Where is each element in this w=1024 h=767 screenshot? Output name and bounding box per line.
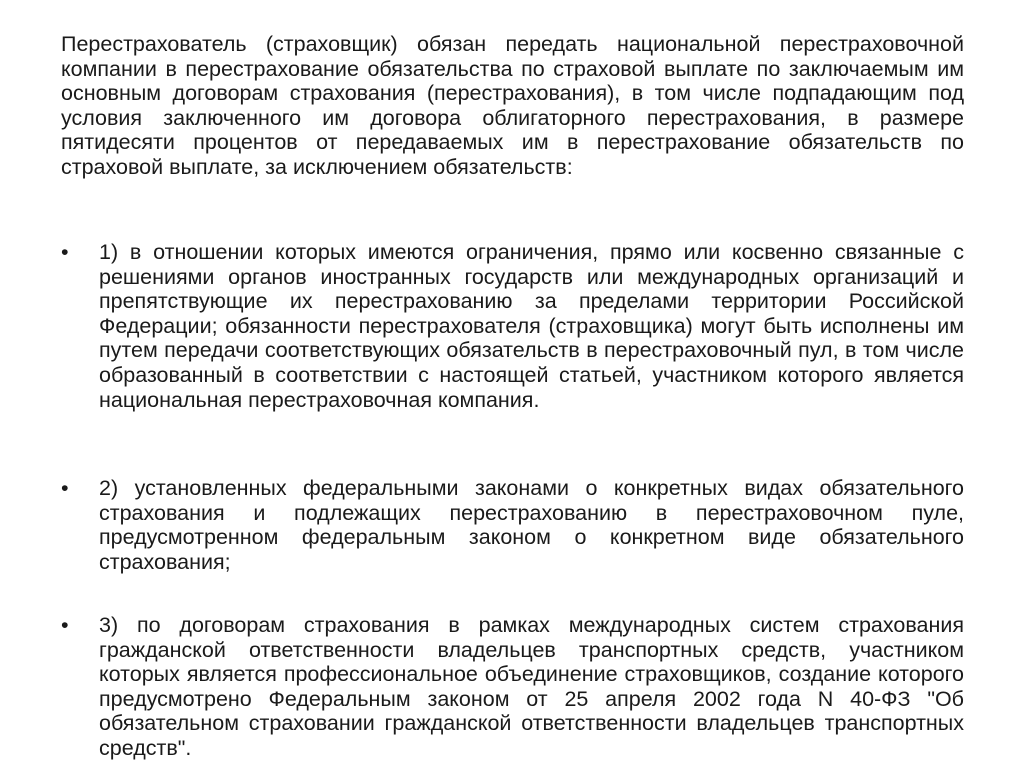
bullet-icon: •	[61, 240, 69, 264]
intro-paragraph: Перестрахователь (страховщик) обязан передать национальной перестраховочной компании в перестрахование обязательства по страховой выплате по заключаемым им основным договорам страхования (перестрахования), в том числе подпадающим под условия заключенного им договора облигаторного перестрахования, в размере пятидесяти процентов от передаваемых им в перестрахование обязательств по страховой выплате, за исключением обязательств:	[61, 32, 964, 179]
list-item-text: 2) установленных федеральными законами о конкретных видах обязательного страхования и подлежащих перестрахованию в перестраховочном пуле, предусмотренном федеральным законом о конкретном виде обязательного страхования;	[99, 476, 964, 574]
bullet-icon: •	[61, 613, 69, 637]
list-item-text: 1) в отношении которых имеются ограничения, прямо или косвенно связанные с решениями органов иностранных государств или международных организаций и препятствующие их перестрахованию за пределами территории Российской Федерации; обязанности перестрахователя (страховщика) могут быть исполнены им путем передачи соответствующих обязательств в перестраховочный пул, в том числе образованный в соответствии с настоящей статьей, участником которого является национальная перестраховочная компания.	[99, 240, 964, 412]
bullet-icon: •	[61, 476, 69, 500]
list-item-text: 3) по договорам страхования в рамках международных систем страхования гражданской ответственности владельцев транспортных средств, участником которых является профессиональное объединение страховщиков, создание которого предусмотрено Федеральным законом от 25 апреля 2002 года N 40-ФЗ "Об обязательном страховании гражданской ответственности владельцев транспортных средств".	[99, 613, 964, 760]
